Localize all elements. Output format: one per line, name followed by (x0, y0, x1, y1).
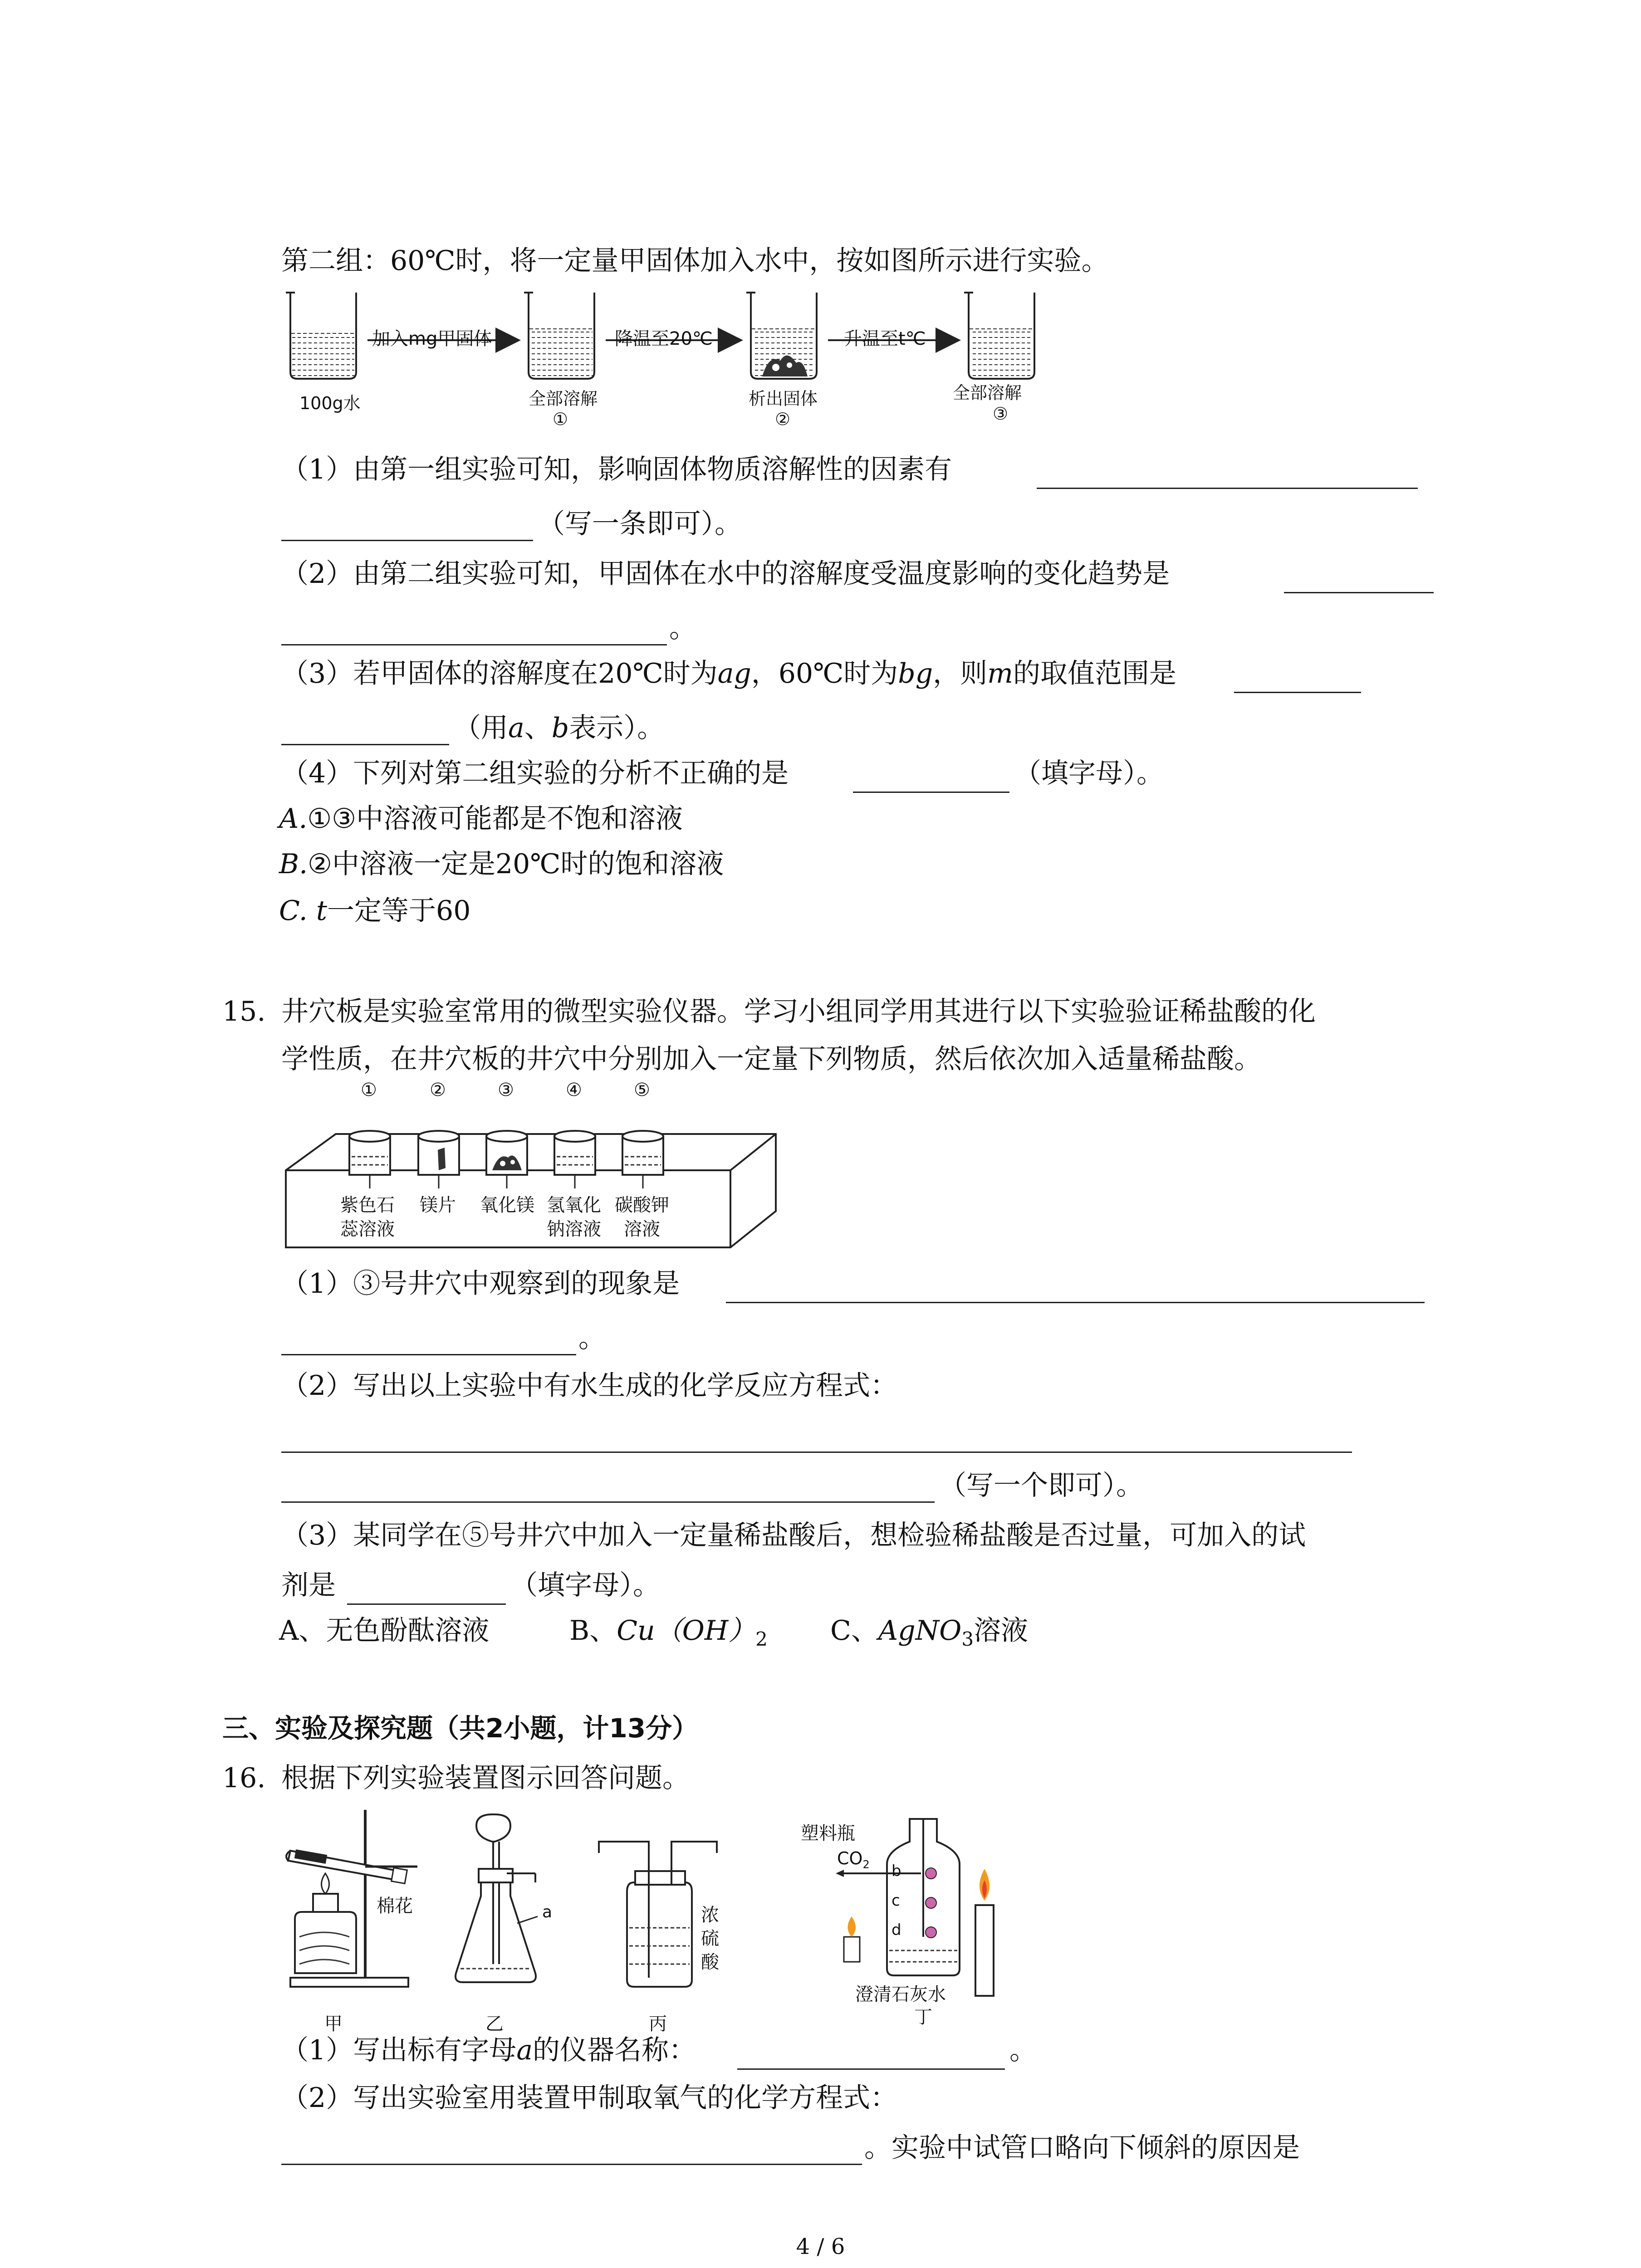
option-c: C. t一定等于60 (279, 895, 471, 927)
page-number: 4 / 6 (796, 2234, 845, 2259)
q15-q2-blank-2[interactable] (281, 1501, 935, 1503)
label-bing: 丙 (649, 2014, 667, 2034)
group2-q1-line1: （1）由第一组实验可知，影响固体物质溶解性的因素有 (281, 454, 952, 485)
q16-number: 16. (222, 1762, 266, 1794)
label-a: a (542, 1903, 553, 1921)
beaker-water (286, 293, 356, 379)
apparatus-bing (599, 1842, 717, 1987)
q16-q1-blank[interactable] (737, 2068, 1005, 2070)
q15-q3-blank[interactable] (347, 1603, 506, 1605)
well-5-num: ⑤ (634, 1080, 650, 1100)
q15-option-a: A、无色酚酞溶液 (279, 1615, 490, 1647)
beaker-1 (524, 293, 594, 379)
well-4-num: ④ (566, 1080, 582, 1100)
option-a: A.①③中溶液可能都是不饱和溶液 (279, 803, 683, 835)
q16-q2-blank[interactable] (281, 2164, 862, 2165)
well-5-label-1: 碳酸钾 (615, 1195, 669, 1216)
q15-q1-end: 。 (578, 1322, 606, 1354)
label-jia: 甲 (324, 2014, 343, 2034)
q15-q2: （2）写出以上实验中有水生成的化学反应方程式： (281, 1370, 898, 1402)
step-1-label: 加入mg甲固体 (372, 328, 492, 349)
group2-intro: 第二组：60℃时，将一定量甲固体加入水中，按如图所示进行实验。 (281, 245, 1109, 277)
group2-q4-tail: （填字母）。 (1014, 758, 1164, 789)
q15-q3-tail: （填字母）。 (510, 1569, 660, 1601)
group2-q4: （4）下列对第二组实验的分析不正确的是 (281, 758, 789, 789)
beaker-2-label: 析出固体 (749, 389, 818, 409)
well-5 (622, 1131, 663, 1175)
q2-blank-2[interactable] (281, 644, 667, 645)
q15-q1-blank-1[interactable] (726, 1302, 1425, 1303)
well-2-label-1: 镁片 (420, 1195, 456, 1216)
well-1 (349, 1131, 390, 1175)
label-limewater: 澄清石灰水 (855, 1984, 946, 2005)
well-4-label-1: 氢氧化 (547, 1195, 601, 1216)
label-yi: 乙 (485, 2014, 504, 2034)
beaker-3-label: 全部溶解 (953, 383, 1022, 403)
well-2 (418, 1131, 459, 1175)
q2-blank-1[interactable] (1284, 592, 1434, 593)
q15-option-c: C、AgNO$_3$溶液 (830, 1615, 1029, 1650)
q15-q3-line2: 剂是 (281, 1569, 336, 1601)
well-2-num: ② (430, 1080, 446, 1100)
q15-q1: （1）③号井穴中观察到的现象是 (281, 1268, 680, 1300)
well-plate-figure (281, 1080, 780, 1261)
beaker-2 (746, 293, 817, 379)
q16-line1: 根据下列实验装置图示回答问题。 (281, 1762, 690, 1794)
q4-blank[interactable] (853, 792, 1009, 793)
apparatus-yi (456, 1814, 538, 1982)
well-1-label-1: 紫色石 (340, 1195, 395, 1216)
label-plastic-bottle: 塑料瓶 (801, 1823, 855, 1844)
beaker-1-label: 全部溶解 (529, 389, 598, 409)
label-conc-2: 硫 (701, 1928, 719, 1949)
q15-line2: 学性质，在井穴板的井穴中分别加入一定量下列物质，然后依次加入适量稀盐酸。 (281, 1043, 1261, 1075)
q16-q2-tail: 。实验中试管口略向下倾斜的原因是 (864, 2132, 1300, 2164)
well-1-num: ① (361, 1080, 377, 1100)
label-conc-3: 酸 (701, 1952, 719, 1973)
well-5-label-2: 溶液 (624, 1219, 660, 1240)
beaker-3-num: ③ (993, 404, 1009, 424)
well-4-label-2: 钠溶液 (547, 1219, 601, 1240)
q15-q1-blank-2[interactable] (281, 1354, 576, 1355)
beaker-0-label: 100g水 (299, 393, 361, 413)
option-b: B.②中溶液一定是20℃时的饱和溶液 (279, 848, 724, 880)
q1-blank-2[interactable] (281, 540, 533, 541)
well-3-label-1: 氧化镁 (480, 1195, 534, 1216)
label-b: b (892, 1862, 901, 1880)
group2-q2-line2: 。 (669, 612, 696, 644)
q15-q3-line1: （3）某同学在⑤号井穴中加入一定量稀盐酸后，想检验稀盐酸是否过量，可加入的试 (281, 1520, 1306, 1551)
beaker-1-num: ① (553, 409, 568, 429)
apparatus-ding (836, 1819, 994, 1996)
well-3 (486, 1131, 527, 1175)
beaker-3 (964, 293, 1034, 379)
q16-q1-end: 。 (1009, 2034, 1037, 2066)
label-co2: $CO_2$ (837, 1848, 870, 1871)
label-conc-1: 浓 (701, 1905, 719, 1926)
q3-blank-2[interactable] (281, 744, 449, 745)
section-3-title: 三、实验及探究题（共2小题，计13分） (222, 1713, 699, 1744)
step-2-label: 降温至20℃ (615, 328, 713, 349)
well-3-num: ③ (498, 1080, 514, 1100)
step-3-label: 升温至t℃ (844, 328, 926, 349)
q15-option-b: B、$Cu(OH)_2$ (569, 1615, 768, 1650)
dissolving-experiment-figure (281, 286, 1098, 449)
q15-line1: 井穴板是实验室常用的微型实验仪器。学习小组同学用其进行以下实验验证稀盐酸的化 (281, 996, 1316, 1027)
q3-blank-1[interactable] (1234, 692, 1361, 693)
label-cotton: 棉花 (377, 1896, 413, 1916)
well-4 (554, 1131, 595, 1175)
label-c: c (892, 1892, 900, 1910)
group2-q2-line1: （2）由第二组实验可知，甲固体在水中的溶解度受温度影响的变化趋势是 (281, 558, 1170, 590)
q1-blank-1[interactable] (1037, 488, 1418, 489)
beaker-2-num: ② (775, 409, 791, 429)
label-ding: 丁 (914, 2007, 932, 2028)
group2-q3-line2: （用a、b表示）。 (454, 712, 665, 744)
q15-q2-blank-1[interactable] (281, 1452, 1352, 1453)
apparatus-figure (281, 1801, 1053, 2034)
group2-q3-line1: （3）若甲固体的溶解度在20℃时为ag，60℃时为bg，则m的取值范围是 (281, 658, 1177, 689)
q15-q2-tail: （写一个即可）。 (939, 1470, 1143, 1501)
q16-q1: （1）写出标有字母a的仪器名称： (281, 2034, 696, 2066)
q15-number: 15. (222, 996, 266, 1027)
group2-q1-line2: （写一条即可）。 (538, 508, 742, 540)
q16-q2: （2）写出实验室用装置甲制取氧气的化学方程式： (281, 2082, 898, 2114)
label-d: d (892, 1921, 901, 1939)
well-1-label-2: 蕊溶液 (340, 1219, 395, 1240)
